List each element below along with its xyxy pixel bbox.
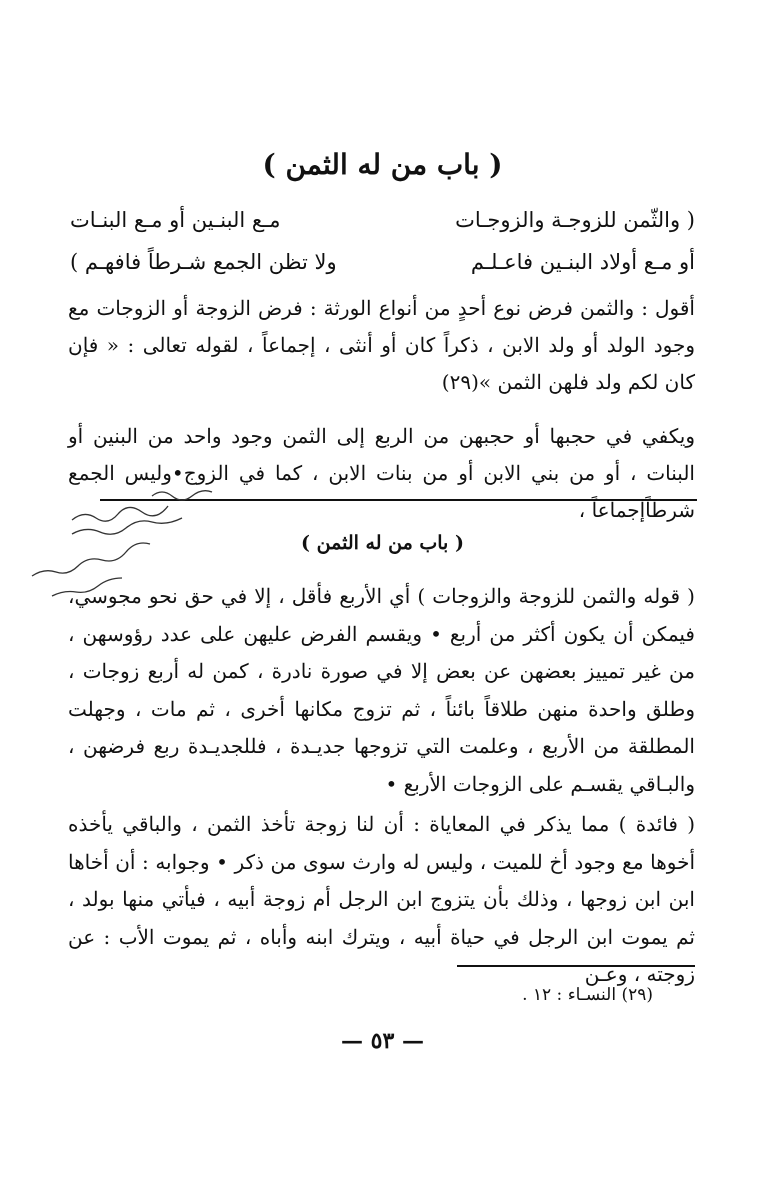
section-sub-title: ( باب من له الثمن ) <box>301 532 464 554</box>
footnote-divider <box>457 965 695 967</box>
gloss-paragraph-2: ( فائدة ) مما يذكر في المعاياة : أن لنا زوجة تأخذ الثمن ، والباقي يأخذه أخوها مع وجود أخ للميت ، وليس له وارث سوى من ذكر • وجوابه : أن أخاها ابن ابن زوجها ، وذلك بأن يتزوج ابن الرجل أم زوجة أبيه ، فيأتي منها بولد ، ثم يموت ابن الرجل في حياة أبيه ، ويترك ابنه وأباه ، ثم يموت الأب : عن زوجته ، وعـن <box>68 812 696 986</box>
commentary-paragraph-2: ويكفي في حجبها أو حجبهن من الربع إلى الثمن وجود واحد من البنين أو البنات ، أو من بني الابن أو من بنات الابن ، كما في الزوج•وليس الجمع شرطاًإجماعاً ، <box>68 424 695 522</box>
verse-line-1-right: ( والثّمن للزوجـة والزوجـات <box>455 208 695 232</box>
verse-line-1 <box>70 208 695 232</box>
gloss-paragraph-1: ( قوله والثمن للزوجة والزوجات ) أي الأربع فأقل ، إلا في حق نحو مجوسي، فيمكن أن يكون أكثر من أربع • ويقسم الفرض عليهن على عدد رؤوسهن ، من غير تمييز بعضهن عن بعض إلا في صورة نادرة ، كمن له أربع زوجات ، وطلق واحدة منهن طلاقاً بائناً ، ثم تزوج مكانها أخرى ، ثم مات ، وجهلت المطلقة من الأربع ، وعلمت التي تزوجها جديـدة ، فللجديـدة ربع فرضهن ، والبـاقي يقسـم على الزوجات الأربع • <box>68 584 695 796</box>
footnote: (٢٩) النسـاء : ١٢ . <box>522 985 653 1005</box>
verse-line-2 <box>70 250 695 274</box>
page-number: — ٥٣ — <box>341 1028 424 1054</box>
verse-line-2-left: ولا تظن الجمع شـرطاً فافهـم ) <box>70 250 337 274</box>
verse-line-1-left: مـع البنـين أو مـع البنـات <box>70 208 281 232</box>
verse-line-2-right: أو مـع أولاد البنـين فاعـلـم <box>470 250 695 274</box>
commentary-paragraph-1: أقول : والثمن فرض نوع أحدٍ من أنواع الورثة : فرض الزوجة أو الزوجات مع وجود الولد أو ولد الابن ، ذكراً كان أو أنثى ، إجماعاً ، لقوله تعالى : « فإن كان لكم ولد فلهن الثمن »(٢٩) <box>68 296 695 394</box>
chapter-title: ( باب من له الثمن ) <box>262 148 503 181</box>
